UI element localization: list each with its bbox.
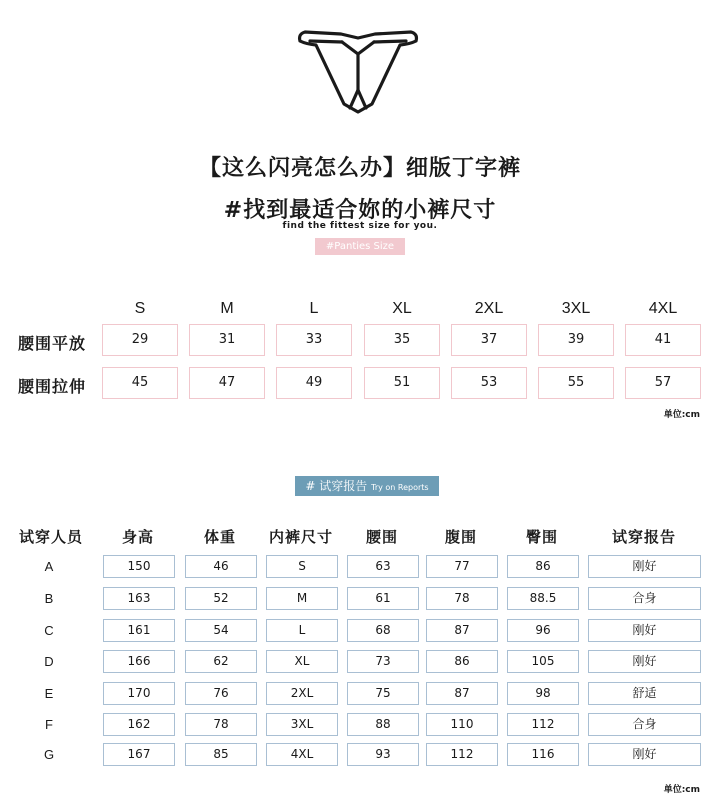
report-badge-main: # 试穿报告	[305, 479, 368, 493]
size-cell: 39	[538, 324, 614, 356]
size-cell: 55	[538, 367, 614, 399]
report-cell: 85	[185, 743, 257, 766]
report-header: 体重	[203, 528, 236, 546]
report-header: 腹围	[444, 528, 477, 546]
tester-label: B	[44, 591, 54, 606]
report-cell: 78	[426, 587, 498, 610]
report-cell: L	[266, 619, 338, 642]
size-header-3xl: 3XL	[561, 300, 591, 317]
report-cell: 86	[507, 555, 579, 578]
size-cell: 49	[276, 367, 352, 399]
report-cell: 93	[347, 743, 419, 766]
tester-label: F	[45, 717, 53, 732]
size-cell: 29	[102, 324, 178, 356]
tester-label: E	[44, 686, 54, 701]
tester-label: A	[44, 559, 54, 574]
report-cell: 162	[103, 713, 175, 736]
report-cell: 46	[185, 555, 257, 578]
size-cell: 51	[364, 367, 440, 399]
size-cell: 37	[451, 324, 527, 356]
report-cell: 116	[507, 743, 579, 766]
tester-label: G	[43, 747, 55, 762]
report-header: 试穿报告	[611, 528, 676, 546]
report-cell: 87	[426, 682, 498, 705]
report-cell: 98	[507, 682, 579, 705]
report-cell: 163	[103, 587, 175, 610]
page-title: 【这么闪亮怎么办】细版丁字裤	[198, 156, 521, 181]
size-header-m: M	[220, 300, 234, 317]
size-cell: 53	[451, 367, 527, 399]
size-row-label: 腰围拉伸	[18, 377, 87, 396]
report-cell: 63	[347, 555, 419, 578]
tagline: find the fittest size for you.	[282, 221, 438, 231]
try-on-report-badge	[295, 476, 439, 496]
size-cell: 57	[625, 367, 701, 399]
thong-outline-icon	[296, 28, 420, 116]
report-cell: 刚好	[588, 555, 701, 578]
report-cell: 3XL	[266, 713, 338, 736]
report-cell: 61	[347, 587, 419, 610]
report-cell: 166	[103, 650, 175, 673]
report-cell: 167	[103, 743, 175, 766]
report-cell: 78	[185, 713, 257, 736]
report-cell: 96	[507, 619, 579, 642]
report-cell: 88	[347, 713, 419, 736]
report-header: 身高	[121, 528, 154, 546]
size-cell: 45	[102, 367, 178, 399]
report-cell: 刚好	[588, 743, 701, 766]
report-header: 内裤尺寸	[268, 528, 333, 546]
size-header-2xl: 2XL	[474, 300, 504, 317]
report-cell: 舒适	[588, 682, 701, 705]
report-badge-sub: Try on Reports	[371, 483, 429, 492]
report-cell: 86	[426, 650, 498, 673]
size-cell: 33	[276, 324, 352, 356]
report-cell: S	[266, 555, 338, 578]
report-cell: 合身	[588, 713, 701, 736]
page-subtitle-title: #找到最适合妳的小裤尺寸	[223, 198, 497, 223]
size-cell: 41	[625, 324, 701, 356]
report-header: 腰围	[365, 528, 398, 546]
size-header-s: S	[134, 300, 146, 317]
report-cell: XL	[266, 650, 338, 673]
report-cell: 76	[185, 682, 257, 705]
tester-label: C	[44, 623, 54, 638]
report-cell: 112	[426, 743, 498, 766]
report-cell: 112	[507, 713, 579, 736]
size-header-4xl: 4XL	[648, 300, 678, 317]
report-cell: 87	[426, 619, 498, 642]
report-cell: 161	[103, 619, 175, 642]
report-cell: 150	[103, 555, 175, 578]
report-cell: 2XL	[266, 682, 338, 705]
size-chart-unit: 单位:cm	[663, 410, 700, 420]
size-row-label: 腰围平放	[18, 334, 87, 353]
report-cell: 54	[185, 619, 257, 642]
report-cell: 73	[347, 650, 419, 673]
report-cell: 88.5	[507, 587, 579, 610]
size-header-l: L	[309, 300, 319, 317]
report-cell: 52	[185, 587, 257, 610]
report-header: 臀围	[525, 528, 558, 546]
report-cell: 刚好	[588, 619, 701, 642]
panties-size-badge: #Panties Size	[315, 238, 405, 255]
report-cell: 62	[185, 650, 257, 673]
report-cell: 77	[426, 555, 498, 578]
size-cell: 31	[189, 324, 265, 356]
report-cell: 110	[426, 713, 498, 736]
report-cell: 170	[103, 682, 175, 705]
size-cell: 35	[364, 324, 440, 356]
report-cell: 68	[347, 619, 419, 642]
report-header: 试穿人员	[18, 528, 83, 546]
report-cell: M	[266, 587, 338, 610]
report-cell: 105	[507, 650, 579, 673]
report-cell: 4XL	[266, 743, 338, 766]
report-cell: 刚好	[588, 650, 701, 673]
size-cell: 47	[189, 367, 265, 399]
report-cell: 合身	[588, 587, 701, 610]
report-cell: 75	[347, 682, 419, 705]
tester-label: D	[44, 654, 54, 669]
size-header-xl: XL	[392, 300, 412, 317]
report-unit: 单位:cm	[663, 785, 700, 795]
